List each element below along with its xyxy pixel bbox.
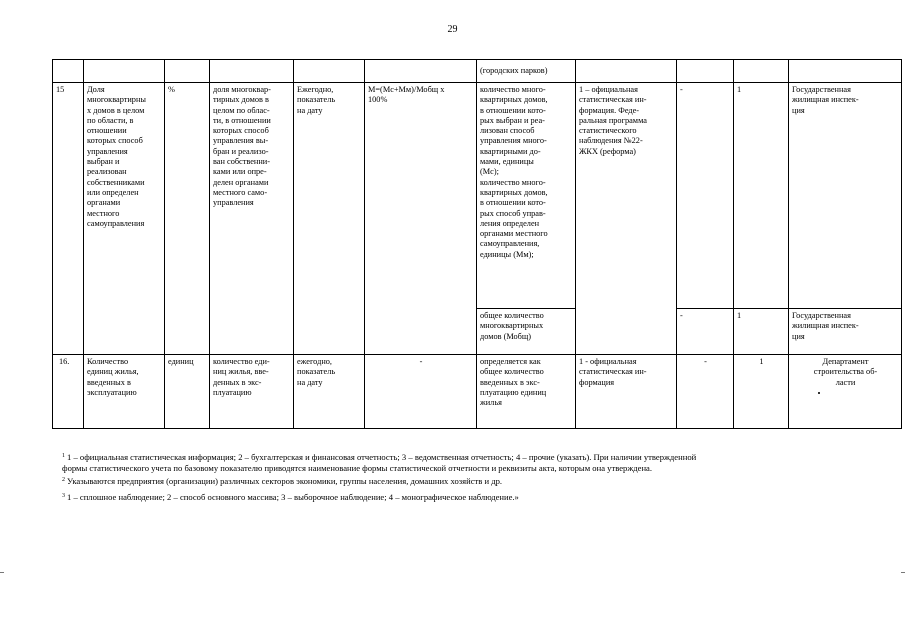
footnote-continuation: формы статистического учета по базовому показателю приводятся наименование формы статистической отчетности и реквизиты акта, которым она утверждена. (62, 463, 653, 474)
scan-edge-mark (901, 572, 905, 573)
cell-definition: доля многоквар- тирных домов в целом по облас- ти, в отношении которых способ управления вы- бран и реализо- ван собственни- ками или опре- делен органами местного само- управления (210, 83, 294, 355)
cell-empty (210, 60, 294, 83)
cell-responsible: Государственная жилищная инспек- ция (789, 309, 902, 355)
footnote: $^2$ Указываются предприятия (организации) различных секторов экономики, группы населения, домашних хозяйств и др. (62, 475, 503, 486)
cell-base-indicators: определяется как общее количество введенных в экс- плуатацию единиц жилья (477, 355, 576, 429)
cell-base-indicators: общее количество многоквартирных домов (Мобщ) (477, 309, 576, 355)
cell-enterprises: - (677, 355, 734, 429)
cell-empty (294, 60, 365, 83)
page-number: 29 (447, 24, 458, 35)
cell-method: 1 (734, 309, 789, 355)
scan-edge-mark (0, 572, 4, 573)
cell-row-number: 16. (53, 355, 84, 429)
cell-empty (53, 60, 84, 83)
cell-indicator-name: Доля многоквартирны х домов в целом по области, в отношении которых способ управления выбран и реализован собственниками или определен органами местного самоуправления (84, 83, 165, 355)
cell-method: 1 (734, 355, 789, 429)
cell-empty (84, 60, 165, 83)
cell-base-indicators: количество много- квартирных домов, в отношении кото- рых выбран и реа- лизован способ управления много- квартирными до- мами, единицы (Мс); количество много- квартирных домов, в отношении кото- рых способ управ- ления определен органами местного самоуправления, единицы (Мм); (477, 83, 576, 309)
responsible-line: строительства об- (813, 367, 878, 377)
cell-method: 1 (734, 83, 789, 309)
table-row (53, 60, 902, 83)
cell-data-source: 1 – официальная статистическая ин- формация. Феде- ральная программа статистического наблюдения №22- ЖКХ (реформа) (576, 83, 677, 355)
cell-formula: - (365, 355, 477, 429)
cell-responsible: Государственная жилищная инспек- ция (789, 83, 902, 309)
cell-enterprises: - (677, 83, 734, 309)
cell-formula: М=(Мс+Мм)/Мобщ х 100% (365, 83, 477, 355)
scan-speck (818, 392, 820, 394)
cell-responsible (789, 355, 902, 429)
table-row (53, 355, 902, 429)
cell-row-number: 15 (53, 83, 84, 355)
footnote: $^1$ 1 – официальная статистическая информация; 2 – бухгалтерская и финансовая отчетность; 3 – ведомственная отчетность; 4 – прочие (указать). При наличии утвержденной (62, 452, 697, 462)
cell-empty (677, 60, 734, 83)
cell-empty (789, 60, 902, 83)
cell-enterprises: - (677, 309, 734, 355)
cell-empty (165, 60, 210, 83)
cell-indicator: (городских парков) (477, 60, 576, 83)
responsible-line: ласти (835, 377, 856, 387)
cell-data-source: 1 - официальная статистическая ин- формация (576, 355, 677, 429)
table-row (53, 83, 902, 309)
cell-periodicity: ежегодно, показатель на дату (294, 355, 365, 429)
responsible-line: Департамент (822, 357, 869, 366)
cell-definition: количество еди- ниц жилья, вве- денных в экс- плуатацию (210, 355, 294, 429)
cell-empty (576, 60, 677, 83)
cell-empty (734, 60, 789, 83)
cell-periodicity: Ежегодно, показатель на дату (294, 83, 365, 355)
footnotes (62, 451, 862, 504)
cell-indicator-name: Количество единиц жилья, введенных в эксплуатацию (84, 355, 165, 429)
cell-empty (365, 60, 477, 83)
cell-unit: % (165, 83, 210, 355)
cell-unit: единиц (165, 355, 210, 429)
footnote: $^3$ 1 – сплошное наблюдение; 2 – способ основного массива; 3 – выборочное наблюдение; 4 – монографическое наблюдение.» (62, 492, 519, 503)
indicators-table (52, 59, 902, 429)
